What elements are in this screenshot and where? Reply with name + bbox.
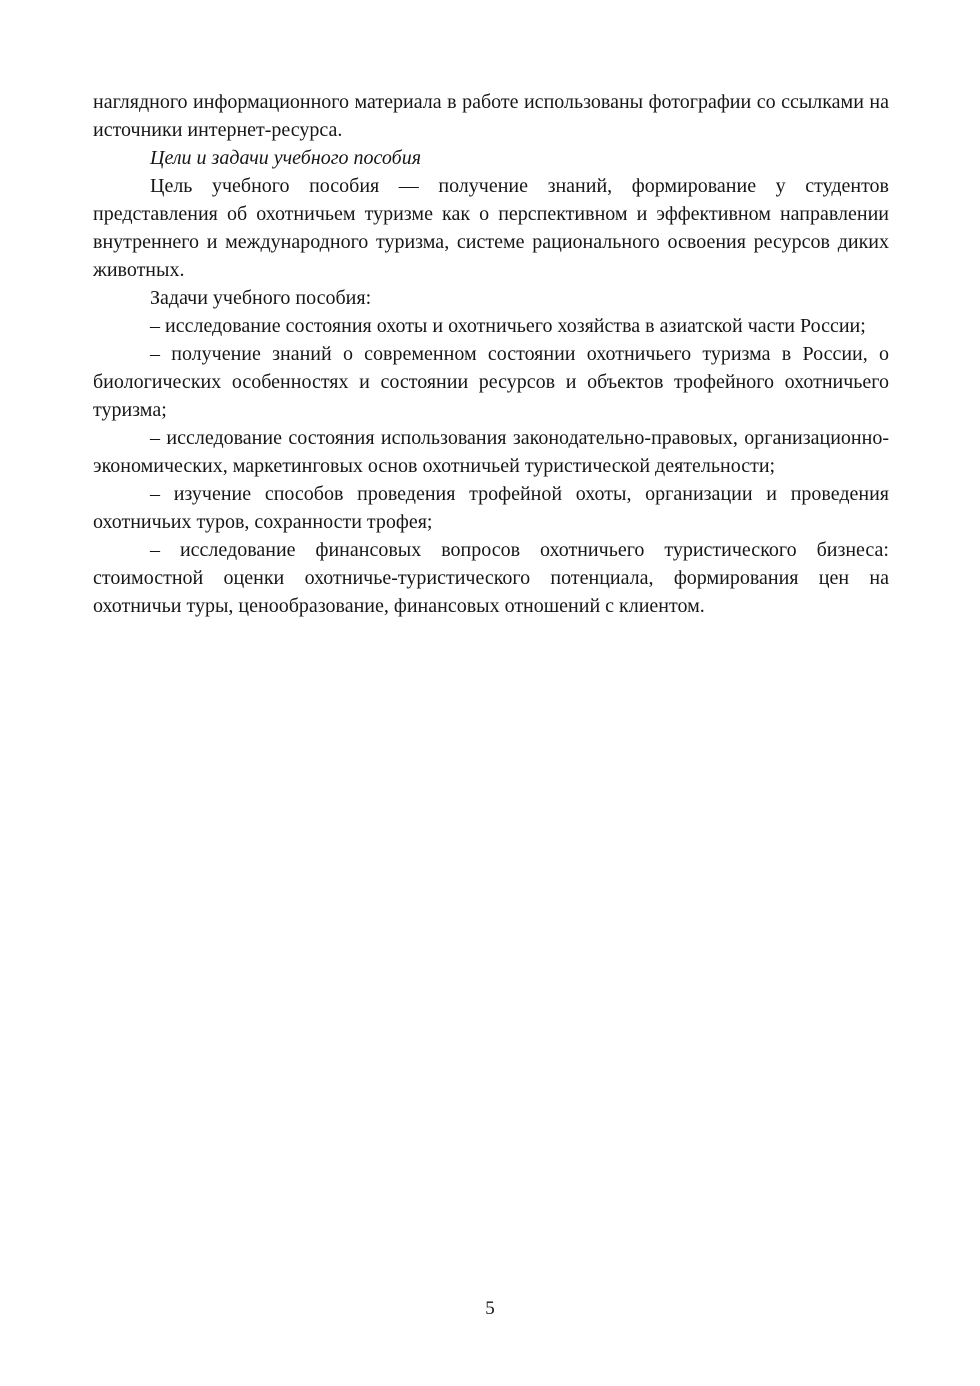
paragraph-goal: Цель учебного пособия — получение знаний, формирование у студентов представления об охотничьем туризме как о перспективном и эффективном направлении внутреннего и международного туризма, системе рационального освоения ресурсов диких животных. — [93, 175, 889, 281]
list-item-task-1: – исследование состояния охоты и охотничьего хозяйства в азиатской части России; — [150, 315, 866, 337]
paragraph-tasks-intro: Задачи учебного пособия: — [150, 287, 372, 309]
section-heading: Цели и задачи учебного пособия — [150, 147, 422, 169]
page-number: 5 — [485, 1298, 495, 1319]
list-item-task-5: – исследование финансовых вопросов охотничьего туристического бизнеса: стоимостной оценки охотничье-туристического потенциала, формирования цен на охотничьи туры, ценообразование, финансовых отношений с клиентом. — [93, 539, 889, 617]
page-body-text — [93, 88, 889, 620]
list-item-task-4: – изучение способов проведения трофейной охоты, организации и проведения охотничьих туров, сохранности трофея; — [93, 483, 889, 533]
paragraph-continuation: наглядного информационного материала в работе использованы фотографии со ссылками на источники интернет-ресурса. — [93, 91, 889, 141]
list-item-task-2: – получение знаний о современном состоянии охотничьего туризма в России, о биологических особенностях и состоянии ресурсов и объектов трофейного охотничьего туризма; — [93, 343, 889, 421]
list-item-task-3: – исследование состояния использования законодательно-правовых, организационно-экономических, маркетинговых основ охотничьей туристической деятельности; — [93, 427, 889, 477]
